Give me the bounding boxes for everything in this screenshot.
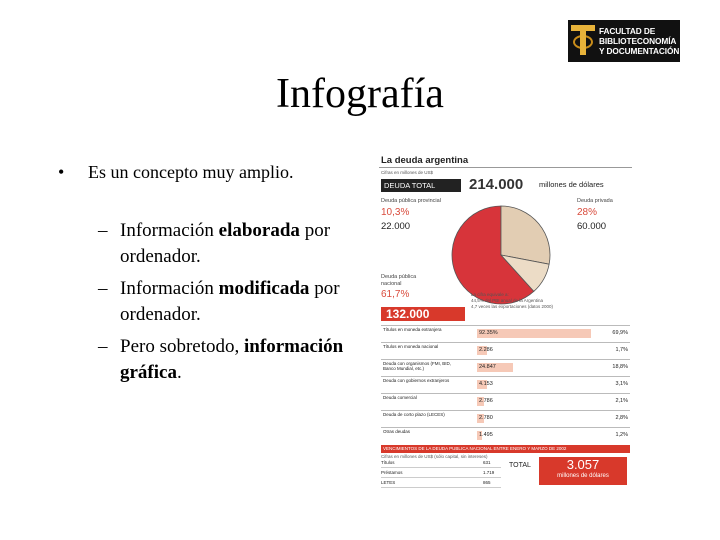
row-name: Títulos en moneda extranjera [383, 327, 442, 332]
bullet-dot: • [58, 162, 65, 182]
row-name: Deuda comercial [383, 395, 417, 400]
table-row [381, 376, 630, 393]
sub3-post: . [176, 362, 182, 383]
nacional-pct: 61,7% [381, 289, 410, 300]
nacional-note-2: 44,5% del PBI anual de la Argentina [471, 298, 544, 303]
total-label-box: DEUDA TOTAL [381, 179, 461, 192]
sub2-post: por ordenador. [120, 278, 340, 325]
debt-infographic [379, 155, 632, 495]
faculty-logo [568, 20, 680, 62]
total-due-unit: millones de dólares [557, 473, 609, 479]
maturity-type: Préstamos [381, 470, 403, 475]
row-name: Deuda de corto plazo (LECES) [383, 412, 445, 417]
title-rule [379, 167, 632, 168]
sub3-em: información gráfica [120, 336, 344, 383]
logo-line-1: FACULTAD DE [599, 26, 656, 36]
sub2-em: modificada [218, 278, 310, 299]
maturity-row [381, 458, 501, 468]
provincial-pct: 10,3% [381, 207, 410, 218]
nacional-note-1: La cifra equivale a: [471, 292, 509, 297]
sub2-pre: Información [120, 278, 219, 299]
maturities-table [381, 458, 501, 488]
sub1-post: por ordenador. [120, 220, 331, 267]
row-pct: 1,2% [615, 432, 628, 438]
row-name: Deuda con organismos (FMI, BID, Banco Mundial, etc.) [383, 361, 452, 371]
table-row [381, 427, 630, 444]
logo-text [599, 26, 679, 56]
row-name: Títulos en moneda nacional [383, 344, 439, 349]
row-pct: 3,1% [615, 381, 628, 387]
nacional-label-1: Deuda pública [381, 274, 417, 280]
sub1-em: elaborada [218, 220, 300, 241]
provincial-value: 22.000 [381, 221, 411, 232]
logo-line-2: BIBLIOTECONOMÍA [599, 36, 677, 46]
table-row [381, 359, 630, 376]
privada-pct: 28% [577, 207, 598, 218]
row-pct: 2,8% [615, 415, 628, 421]
total-due-box [539, 457, 627, 485]
infographic-subtitle: Cifras en millones de US$ [381, 170, 434, 175]
maturities-banner: VENCIMIENTOS DE LA DEUDA PUBLICA NACIONAL ENTRE ENERO Y MARZO DE 2002 [381, 445, 630, 453]
privada-label: Deuda privada [577, 198, 613, 204]
maturity-row [381, 468, 501, 478]
maturity-type: Títulos [381, 460, 395, 465]
table-row [381, 393, 630, 410]
row-name: Otras deudas [383, 429, 411, 434]
table-row [381, 342, 630, 359]
privada-value: 60.000 [577, 221, 607, 232]
table-row [381, 410, 630, 427]
row-amount: 2.786 [479, 398, 493, 404]
row-pct: 2,1% [615, 398, 628, 404]
row-pct: 69,9% [612, 330, 628, 336]
sub-bullet-3-text [120, 334, 360, 386]
maturity-type: LETES [381, 480, 396, 485]
maturity-amount: 631 [483, 460, 491, 465]
sub-bullet-1-text [120, 218, 360, 270]
total-value: 214.000 [469, 176, 524, 193]
dash-1: – [98, 220, 108, 241]
row-amount: 4.153 [479, 381, 493, 387]
row-amount: 92.35% [479, 330, 498, 336]
nacional-value-box: 132.000 [381, 307, 465, 321]
row-amount: 2.286 [479, 347, 493, 353]
row-amount: 1.495 [479, 432, 493, 438]
dash-2: – [98, 278, 108, 299]
sub-bullet-2-text [120, 276, 360, 328]
maturity-amount: 865 [483, 480, 491, 485]
pie-slice-privada [501, 206, 550, 264]
sub3-pre: Pero sobretodo, [120, 336, 245, 357]
total-due-value: 3.057 [566, 457, 600, 472]
maturities-note: Cifras en millones de US$ (sólo capital, sin intereses) [381, 454, 488, 459]
maturity-row [381, 478, 501, 488]
row-pct: 18,8% [612, 364, 628, 370]
maturity-amount: 1.719 [483, 470, 495, 475]
total-word: TOTAL [509, 462, 531, 469]
main-bullet-text: Es un concepto muy amplio. [88, 162, 294, 182]
table-row [381, 325, 630, 342]
university-emblem-icon [571, 23, 595, 59]
dash-3: – [98, 336, 108, 357]
row-amount: 24.847 [479, 364, 496, 370]
logo-line-3: Y DOCUMENTACIÓN [599, 46, 680, 56]
sub1-pre: Información [120, 220, 219, 241]
row-pct: 1,7% [615, 347, 628, 353]
total-unit: millones de dólares [539, 180, 604, 189]
row-amount: 2.780 [479, 415, 493, 421]
nacional-label-2: nacional [381, 281, 402, 287]
row-name: Deuda con gobiernos extranjeros [383, 378, 450, 383]
provincial-label: Deuda pública provincial [381, 198, 441, 204]
infographic-title: La deuda argentina [381, 155, 469, 166]
nacional-note-3: 4,7 veces las exportaciones (datos 2000) [471, 304, 554, 309]
slide-title: Infografía [276, 71, 444, 117]
